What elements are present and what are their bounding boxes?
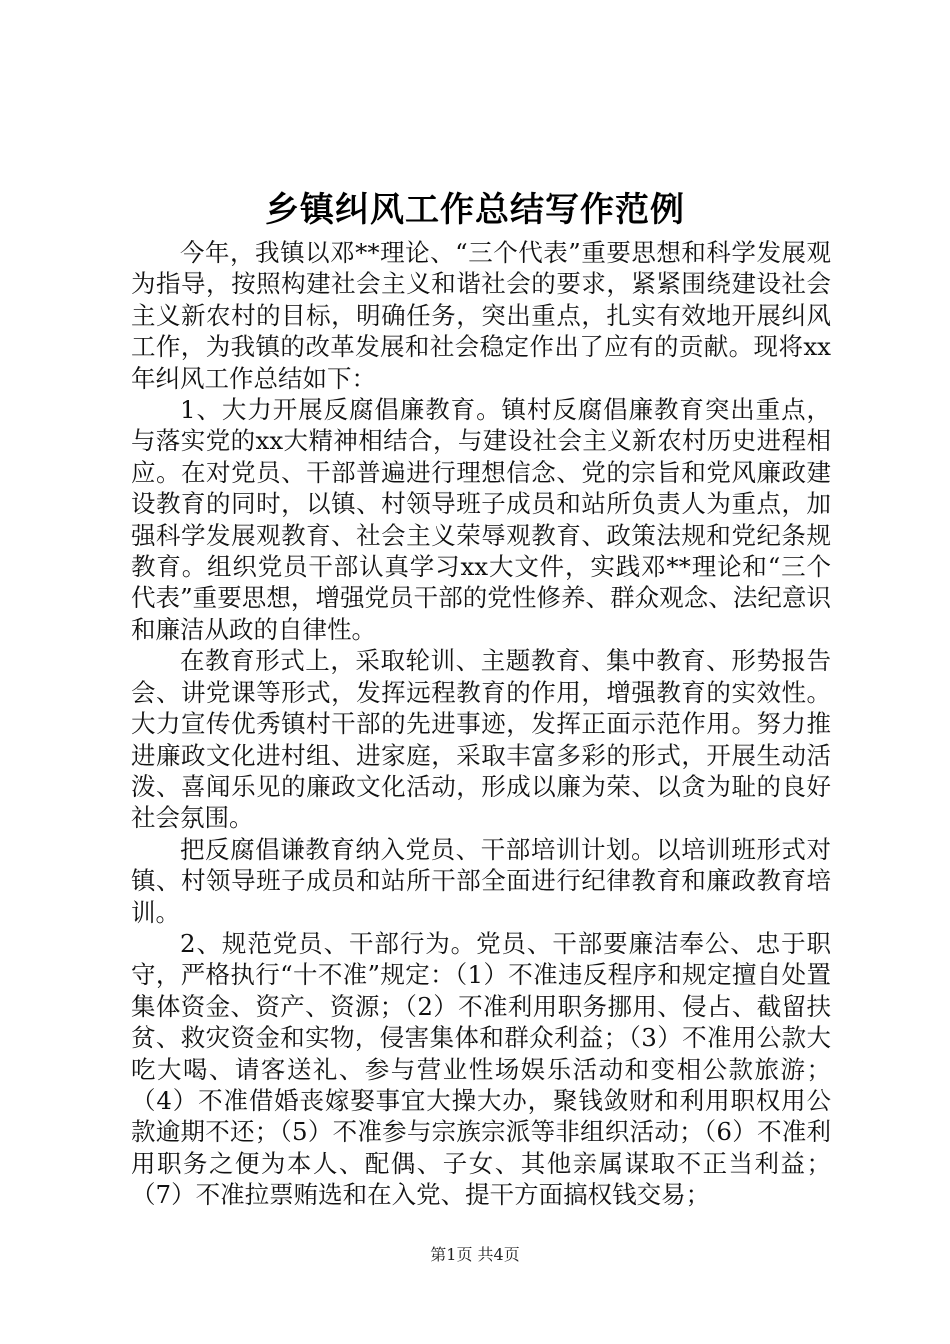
page-number-footer: 第1页 共4页	[430, 1245, 520, 1264]
paragraph-intro: 今年，我镇以邓**理论、“三个代表”重要思想和科学发展观为指导，按照构建社会主义和谐社会的要求，紧紧围绕建设社会主义新农村的目标，明确任务，突出重点，扎实有效地开展纠风工作，为我镇的改革发展和社会稳定作出了应有的贡献。现将xx年纠风工作总结如下：	[131, 238, 831, 393]
document-body	[131, 237, 831, 1211]
paragraph-education-forms: 在教育形式上，采取轮训、主题教育、集中教育、形势报告会、讲党课等形式，发挥远程教育的作用，增强教育的实效性。大力宣传优秀镇村干部的先进事迹，发挥正面示范作用。努力推进廉政文化进村组、进家庭，采取丰富多彩的形式，开展生动活泼、喜闻乐见的廉政文化活动，形成以廉为荣、以贪为耻的良好社会氛围。	[131, 646, 831, 833]
document-title: 乡镇纠风工作总结写作范例	[265, 190, 685, 230]
paragraph-anti-corruption-education: 1、大力开展反腐倡廉教育。镇村反腐倡廉教育突出重点，与落实党的xx大精神相结合，与建设社会主义新农村历史进程相应。在对党员、干部普遍进行理想信念、党的宗旨和党风廉政建设教育的同时，以镇、村领导班子成员和站所负责人为重点，加强科学发展观教育、社会主义荣辱观教育、政策法规和党纪条规教育。组织党员干部认真学习xx大文件，实践邓**理论和“三个代表”重要思想，增强党员干部的党性修养、群众观念、法纪意识和廉洁从政的自律性。	[131, 395, 831, 644]
paragraph-training-plan: 把反腐倡谦教育纳入党员、干部培训计划。以培训班形式对镇、村领导班子成员和站所干部全面进行纪律教育和廉政教育培训。	[131, 834, 831, 927]
paragraph-conduct-rules: 2、规范党员、干部行为。党员、干部要廉洁奉公、忠于职守，严格执行“十不准”规定：（1）不准违反程序和规定擅自处置集体资金、资产、资源；（2）不准利用职务挪用、侵占、截留扶贫、救灾资金和实物，侵害集体和群众利益；（3）不准用公款大吃大喝、请客送礼、参与营业性场娱乐活动和变相公款旅游；（4）不准借婚丧嫁娶事宜大操大办，聚钱敛财和利用职权用公款逾期不还；（5）不准参与宗族宗派等非组织活动；（6）不准利用职务之便为本人、配偶、子女、其他亲属谋取不正当利益；（7）不准拉票贿选和在入党、提干方面搞权钱交易；	[131, 928, 831, 1210]
